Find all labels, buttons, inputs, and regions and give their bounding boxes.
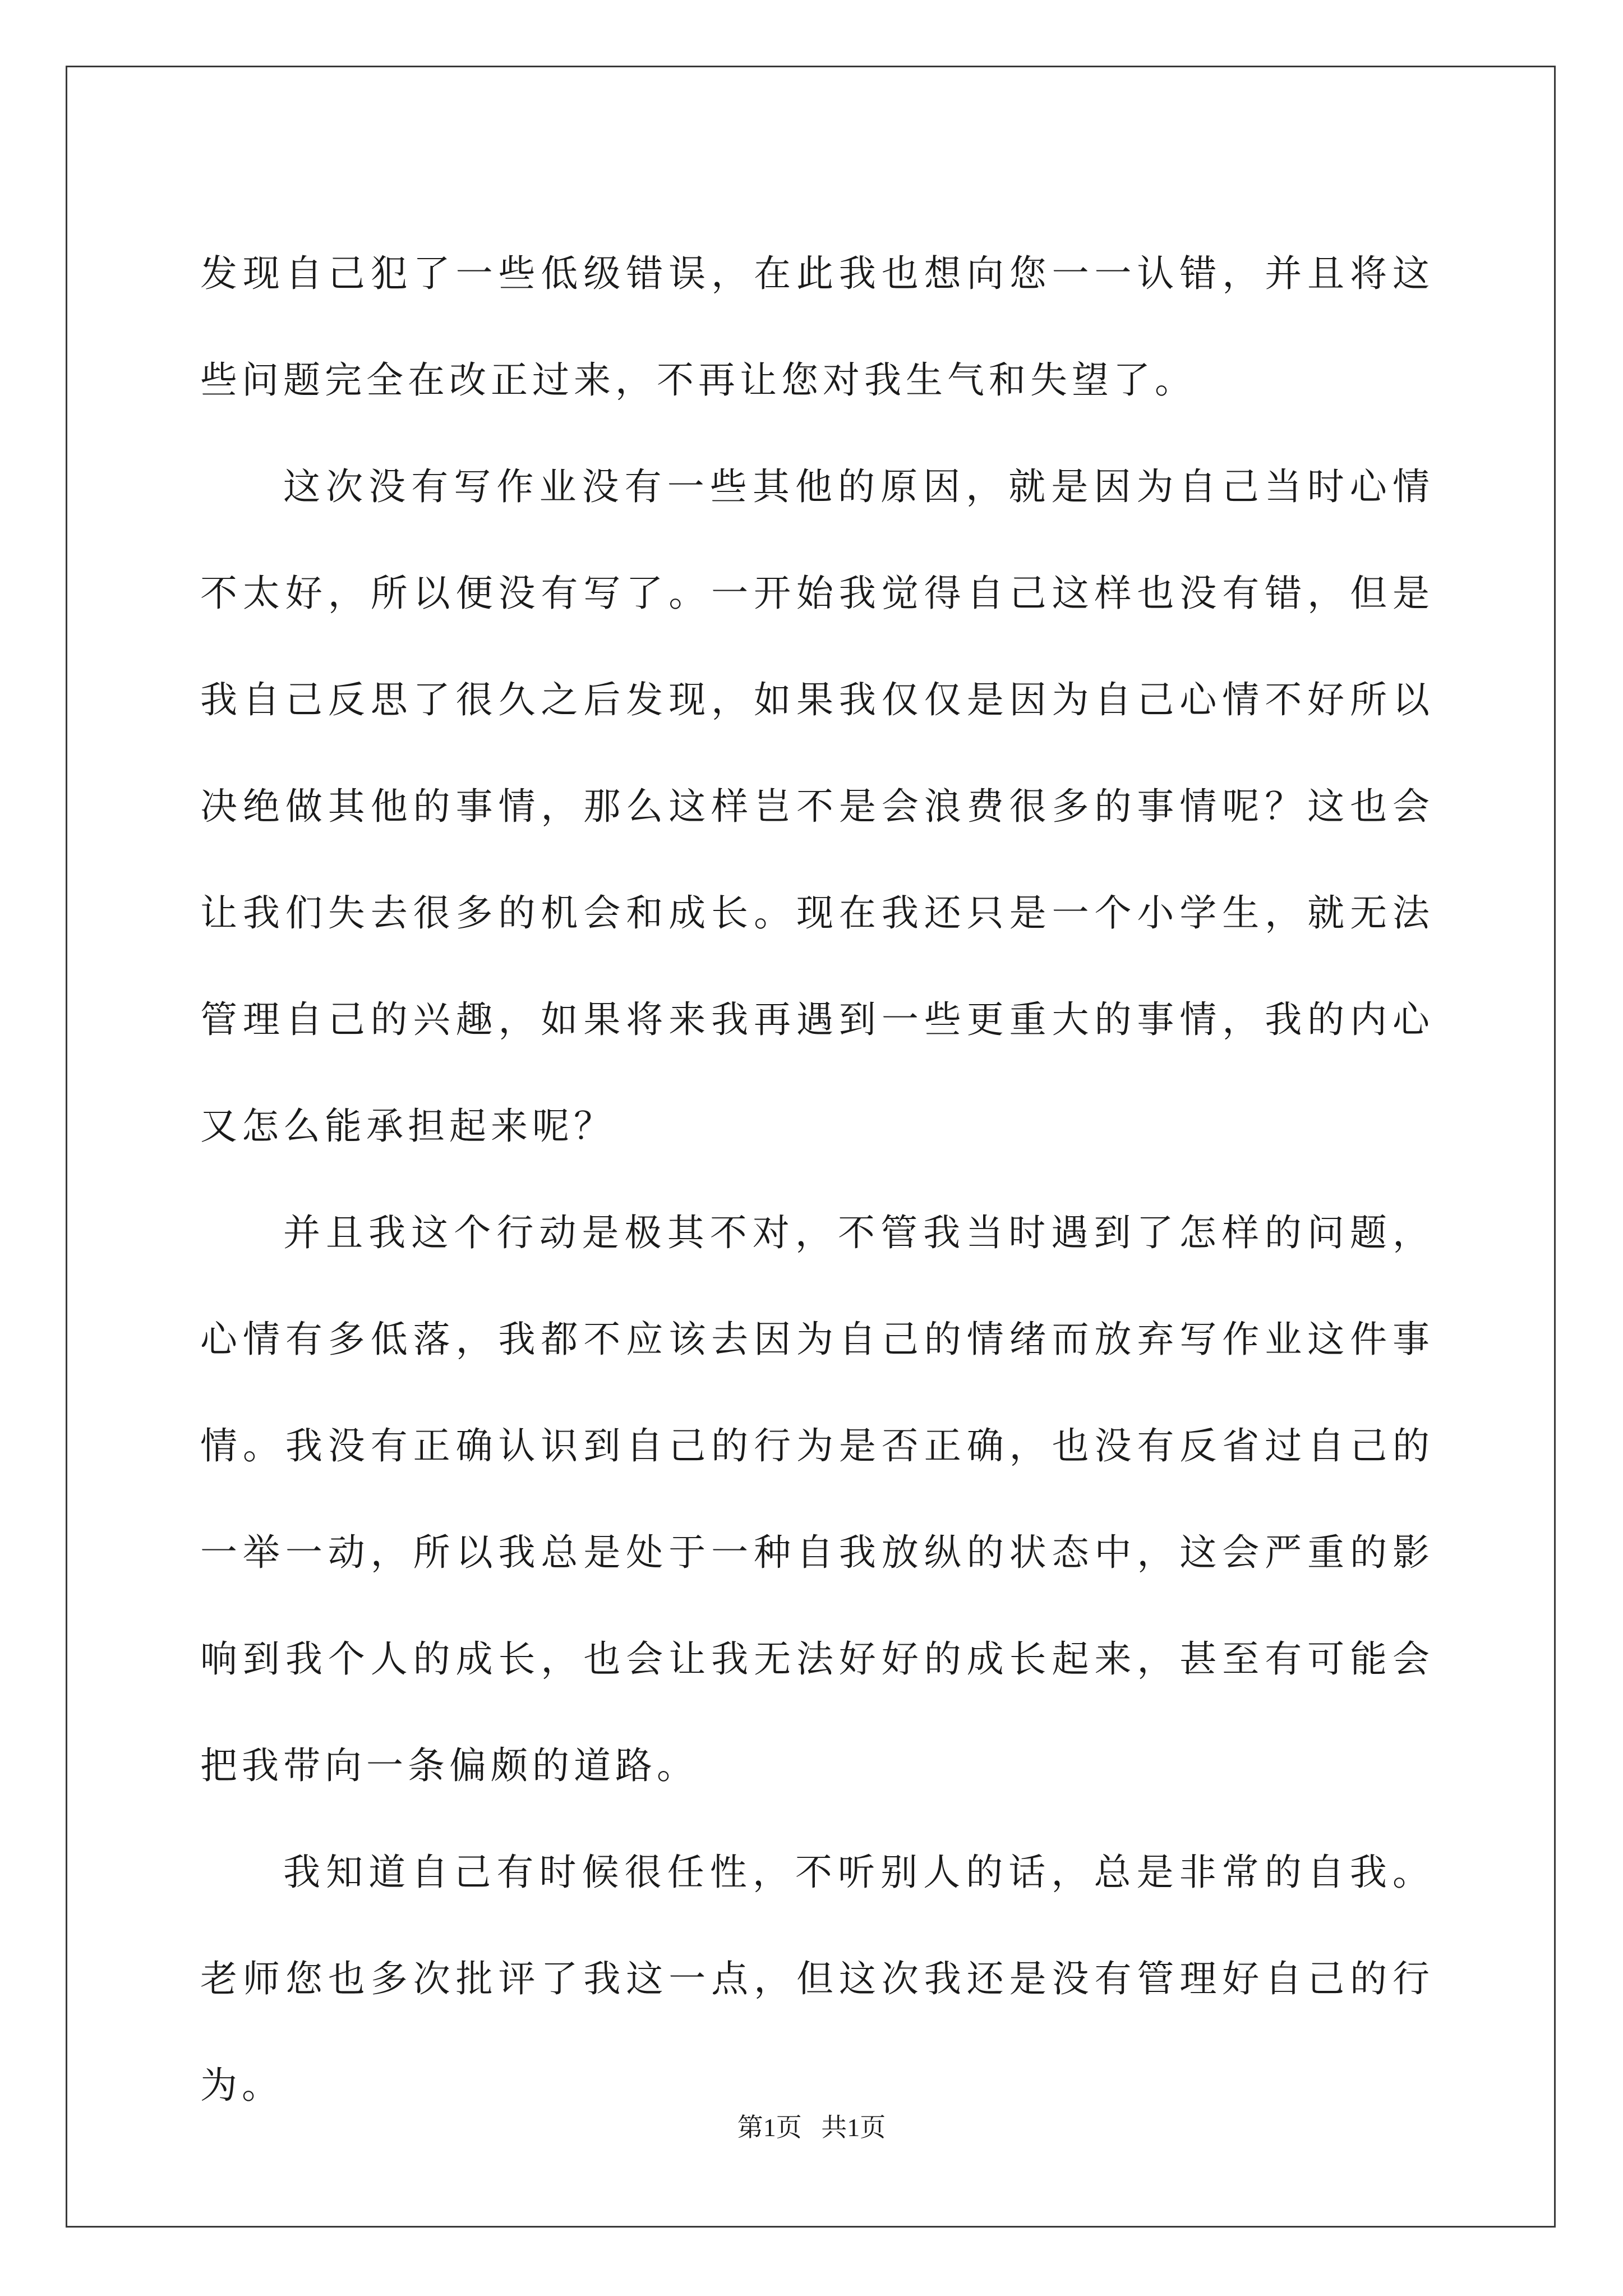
paragraph-3: 并且我这个行动是极其不对，不管我当时遇到了怎样的问题，心情有多低落，我都不应该去因为自己的情绪而放弃写作业这件事情。我没有正确认识到自己的行为是否正确，也没有反省过自己的一举一动，所以我总是处于一种自我放纵的状态中，这会严重的影响到我个人的成长，也会让我无法好好的成长起来，甚至有可能会把我带向一条偏颇的道路。 (200, 1211, 1434, 1787)
paragraph-2: 这次没有写作业没有一些其他的原因，就是因为自己当时心情不太好，所以便没有写了。一开始我觉得自己这样也没有错，但是我自己反思了很久之后发现，如果我仅仅是因为自己心情不好所以决绝做其他的事情，那么这样岂不是会浪费很多的事情呢？这也会让我们失去很多的机会和成长。现在我还只是一个小学生，就无法管理自己的兴趣，如果将来我再遇到一些更重大的事情，我的内心又怎么能承担起来呢？ (200, 465, 1434, 1148)
page-number-footer: 第1页 共1页 (737, 2113, 886, 2142)
paragraph-4: 我知道自己有时候很任性，不听别人的话，总是非常的自我。老师您也多次批评了我这一点，但这次我还是没有管理好自己的行为。 (200, 1851, 1434, 2107)
document-body (200, 220, 1434, 2139)
paragraph-1: 发现自己犯了一些低级错误，在此我也想向您一一认错，并且将这些问题完全在改正过来，不再让您对我生气和失望了。 (200, 252, 1434, 402)
